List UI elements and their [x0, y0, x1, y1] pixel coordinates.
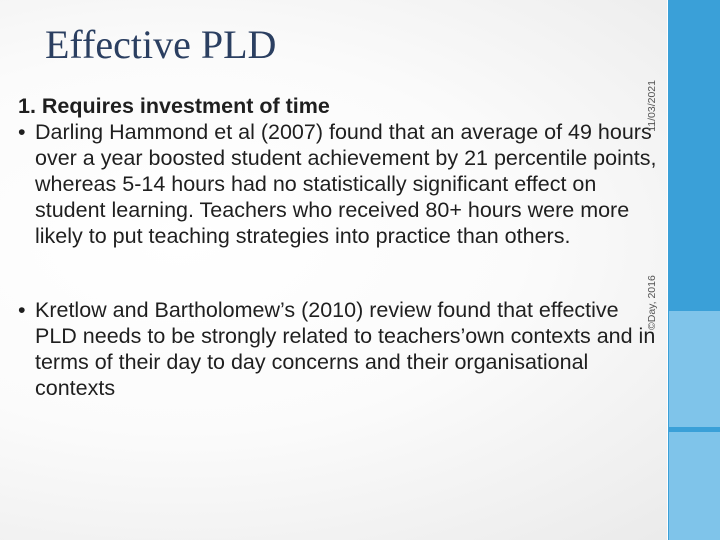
date-label: 11/03/2021	[646, 80, 658, 132]
footer-vertical-text	[644, 80, 660, 330]
bullet-text: Kretlow and Bartholomew’s (2010) review found that effective PLD needs to be strongly related to teachers’own contexts and in terms of their day to day concerns and their organisational contexts	[35, 298, 656, 400]
bullet-item	[18, 119, 658, 249]
sidebar-tile	[669, 432, 720, 540]
slide-content	[18, 93, 658, 401]
sidebar-tile	[669, 311, 720, 427]
sidebar-divider	[667, 0, 668, 540]
bullet-text: Darling Hammond et al (2007) found that an average of 49 hours over a year boosted student achievement by 21 percentile points, whereas 5-14 hours had no statistically significant effect on student learning. Teachers who received 80+ hours were more likely to put teaching strategies into practice than others.	[35, 120, 657, 248]
bullet-marker: •	[18, 298, 26, 322]
slide-title: Effective PLD	[45, 22, 277, 67]
bullet-marker: •	[18, 120, 26, 144]
bullet-item	[18, 297, 658, 401]
section-heading: 1. Requires investment of time	[18, 94, 330, 118]
copyright-label: ©Day, 2016	[646, 275, 658, 330]
